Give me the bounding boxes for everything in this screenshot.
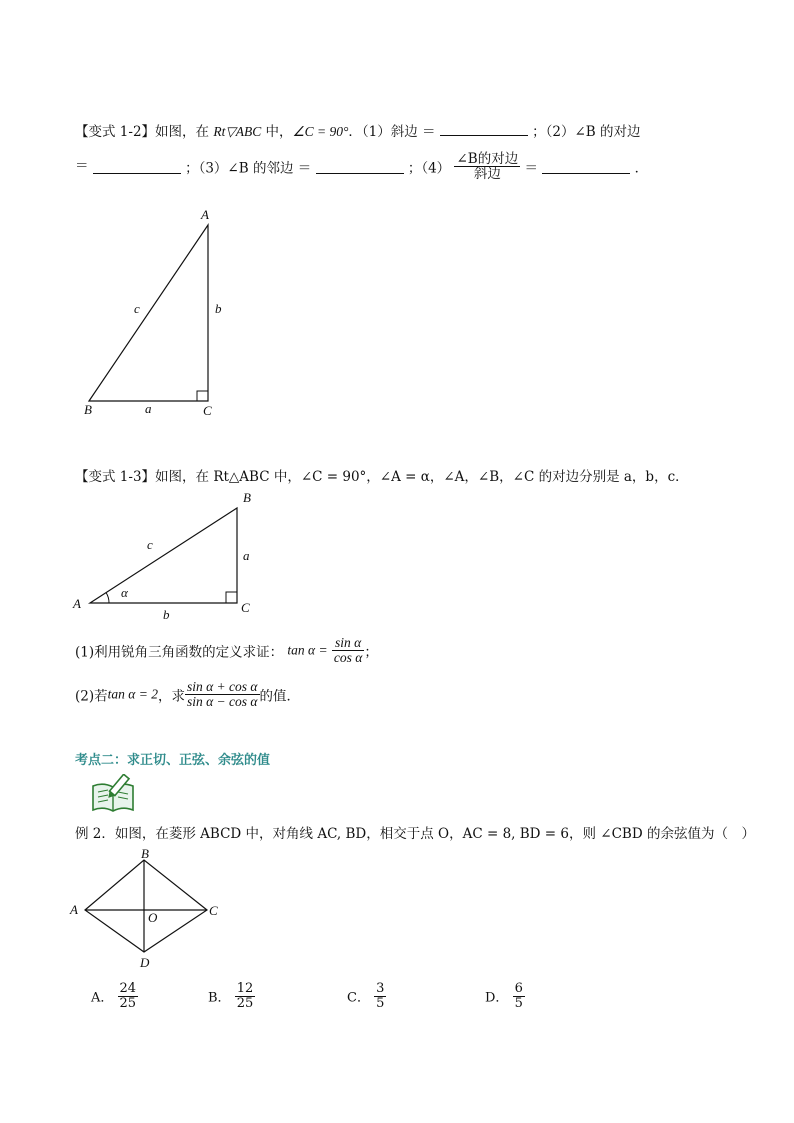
triangle-1-shape [89, 225, 208, 401]
q2-text: (2)若 [75, 688, 108, 705]
fig1-label-C: C [203, 403, 212, 418]
q1-den: cos α [333, 650, 363, 666]
fig2-label-B: B [243, 490, 251, 505]
answer-blank-3[interactable] [316, 159, 404, 174]
option-c-label: C． [347, 990, 370, 1006]
alpha-arc [106, 593, 109, 604]
answer-blank-4[interactable] [542, 159, 630, 174]
fig3-label-B: B [141, 848, 149, 861]
v12-angle-c: ∠C = 90° [292, 124, 349, 139]
q1-text: (1)利用锐角三角函数的定义求证： [75, 644, 284, 661]
option-b-den: 25 [236, 995, 254, 1011]
option-d-den: 5 [514, 995, 523, 1011]
v12-triangle: Rt▽ABC [213, 124, 262, 139]
v12-eq: ＝ [75, 158, 89, 175]
figure-rhombus [65, 848, 235, 973]
option-c[interactable] [347, 982, 386, 1010]
v12-part1: ．（1）斜边 ＝ [348, 124, 436, 140]
option-b-fraction [235, 982, 256, 1010]
v12-tag: 【变式 1-2】 [75, 124, 156, 140]
q1-num: sin α [332, 636, 364, 651]
figure-triangle-1 [70, 200, 240, 425]
v12-frac-num: ∠B的对边 [456, 151, 519, 167]
question-2 [75, 680, 300, 709]
right-angle-marker-2 [226, 592, 237, 603]
v12-intro: 如图，在 [155, 124, 210, 140]
fig1-label-b: b [215, 301, 222, 316]
v12-line2 [75, 152, 648, 181]
q2-num: sin α + cos α [186, 679, 258, 694]
v12-part3: ；（3）∠B 的邻边 ＝ [185, 160, 312, 177]
v12-part4: ；（4） [407, 160, 451, 177]
book-pencil-icon [89, 774, 137, 814]
v12-mid: 中， [265, 124, 293, 140]
option-c-num: 3 [376, 981, 385, 996]
option-a-num: 24 [119, 981, 137, 996]
fig2-label-A: A [73, 596, 81, 611]
q2-mid: ，求 [157, 688, 185, 705]
v13-tag: 【变式 1-3】 [75, 469, 156, 485]
option-b-num: 12 [236, 981, 254, 996]
option-d[interactable] [485, 982, 525, 1010]
fig2-label-C: C [241, 600, 250, 615]
option-c-den: 5 [376, 995, 385, 1011]
option-a[interactable] [91, 982, 138, 1010]
right-angle-marker-1 [197, 391, 208, 401]
answer-blank-2[interactable] [93, 159, 181, 174]
q2-den: sin α − cos α [186, 694, 258, 710]
fig3-label-C: C [209, 903, 218, 918]
option-a-den: 25 [119, 995, 137, 1011]
q2-end: 的值． [259, 688, 300, 705]
v12-end: ． [634, 160, 649, 177]
fig1-label-B: B [84, 402, 92, 417]
option-d-num: 6 [514, 981, 523, 996]
option-a-label: A． [91, 990, 114, 1006]
v13-line [75, 465, 689, 485]
fig1-label-a: a [145, 401, 152, 416]
v13-text: 如图，在 Rt△ABC 中，∠C = 90°，∠A = α，∠A，∠B，∠C 的对边分别是 a，b，c． [155, 469, 689, 485]
section-title: 考点二：求正切、正弦、余弦的值 [75, 753, 271, 768]
q2-given: tan α = 2 [107, 686, 158, 702]
fig2-label-b: b [163, 607, 170, 622]
fig3-label-O: O [148, 910, 158, 925]
option-c-fraction [374, 982, 386, 1010]
figure-triangle-2 [65, 488, 265, 623]
fig2-label-a: a [243, 548, 250, 563]
v12-line1 [75, 120, 641, 140]
fig3-label-A: A [70, 902, 78, 917]
example-2: 例 2．如图，在菱形 ABCD 中，对角线 AC, BD，相交于点 O，AC = 8, BD = 6，则 ∠CBD 的余弦值为（ ） [75, 826, 755, 842]
fig2-label-c: c [147, 537, 153, 552]
question-1 [75, 636, 378, 665]
q1-end: ； [364, 644, 378, 661]
fig2-label-alpha: α [121, 585, 128, 600]
triangle-2-shape [90, 508, 237, 603]
v12-frac-den: 斜边 [473, 166, 501, 183]
v12-part2: ；（2）∠B 的对边 [532, 124, 641, 140]
fig1-label-c: c [134, 301, 140, 316]
option-d-fraction [513, 982, 525, 1010]
option-d-label: D． [485, 990, 509, 1006]
fig1-label-A: A [201, 207, 209, 222]
q1-lhs: tan α = [287, 642, 328, 658]
option-b[interactable] [208, 982, 255, 1010]
rhombus-shape [85, 860, 207, 952]
v12-eq2: ＝ [524, 160, 539, 177]
option-b-label: B． [208, 990, 231, 1006]
q2-fraction [185, 680, 260, 709]
v12-fraction [454, 152, 520, 181]
fig3-label-D: D [140, 955, 150, 970]
q1-fraction [332, 636, 364, 665]
option-a-fraction [118, 982, 139, 1010]
answer-blank-1[interactable] [440, 121, 528, 136]
